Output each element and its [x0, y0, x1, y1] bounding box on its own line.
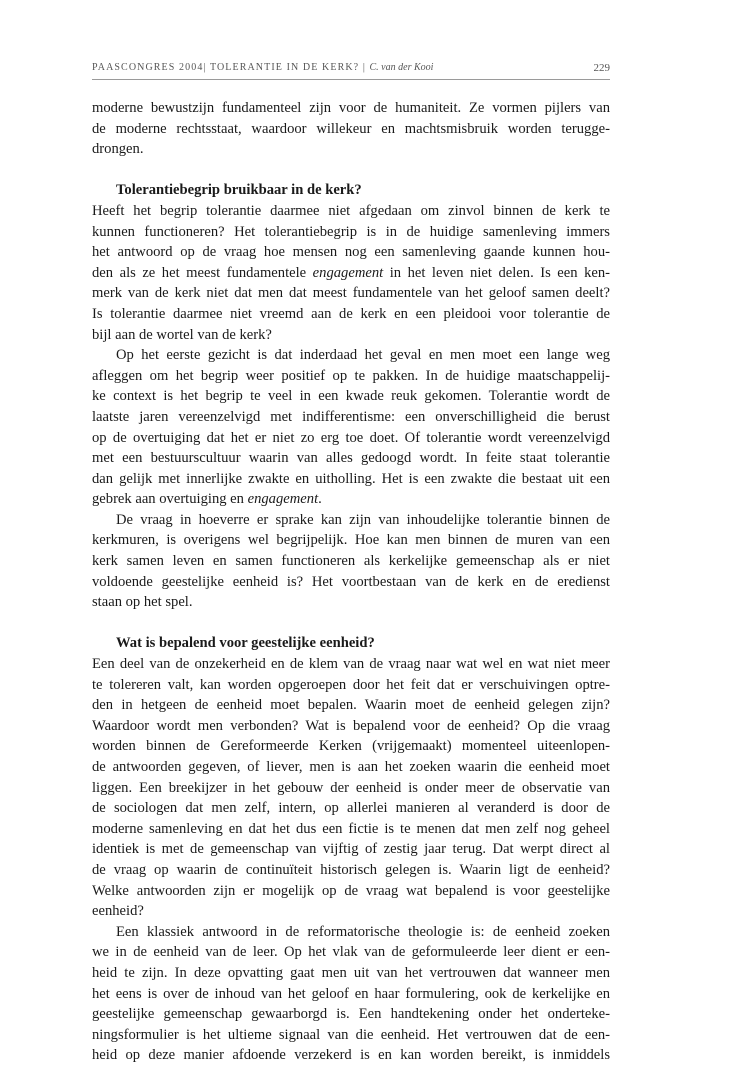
- text-line: met een bestuurscultuur waarin van alles gedoogd wordt. In feite staat tolerantie: [92, 450, 610, 467]
- text-line: op de overtuiging dat het er niet zo erg toe doet. Of tolerantie wordt vereenzelvigd: [92, 429, 610, 446]
- text-line: drongen.: [92, 141, 144, 158]
- text-line: Op het eerste gezicht is dat inderdaad het geval en men moet een lange weg: [116, 347, 610, 364]
- text-line: moderne bewustzijn fundamenteel zijn voor de humaniteit. Ze vormen pijlers van: [92, 100, 610, 116]
- text-line: we in de eenheid van de leer. Op het vlak van de geformuleerde leer dient er een-: [92, 944, 610, 961]
- body-text: [92, 98, 610, 1066]
- running-title: PAASCONGRES 2004| TOLERANTIE IN DE KERK? |: [92, 62, 370, 73]
- text-line: worden binnen de Gereformeerde Kerken (vrijgemaakt) momenteel uiteenlopen-: [92, 738, 610, 755]
- text-line: Waardoor wordt men verbonden? Wat is bepalend voor de eenheid? Op die vraag: [92, 717, 610, 734]
- text-line: heid te zijn. In deze opvatting gaat men uit van het vertrouwen dat wanneer men: [92, 964, 610, 981]
- text-line: te tolereren valt, kan worden opgeroepen door het feit dat er verschuivingen optre-: [92, 676, 610, 693]
- running-header: [92, 62, 610, 80]
- text-line: de sociologen dat men zelf, intern, op allerlei manieren al veranderd is door de: [92, 800, 610, 817]
- text-line: kerkmuren, is overigens wel begrijpelijk. Hoe kan men binnen de muren van een: [92, 532, 610, 549]
- paragraph-gap: [92, 160, 610, 181]
- text-line: Welke antwoorden zijn er mogelijk op de vraag wat bepalend is voor geestelijke: [92, 882, 610, 899]
- section-heading: Tolerantiebegrip bruikbaar in de kerk?: [116, 182, 362, 199]
- text-line: ningsformulier is het ultieme signaal van die eenheid. Het vertrouwen dat de een-: [92, 1026, 610, 1043]
- text-line: bijl aan de wortel van de kerk?: [92, 326, 272, 343]
- text-line: Een deel van de onzekerheid en de klem van de vraag naar wat wel en wat niet meer: [92, 656, 610, 673]
- text-line: identiek is met de gemeenschap van vijftig of zestig jaar terug. Dat werpt direct al: [92, 841, 610, 858]
- text-line: afleggen om het begrip weer positief op te pakken. In de huidige maatschappelij-: [92, 367, 610, 384]
- text-line: voldoende geestelijke eenheid is? Het voortbestaan van de kerk en de eredienst: [92, 573, 610, 590]
- header-rule: [92, 79, 610, 80]
- text-line: liggen. Een breekijzer in het gebouw der eenheid is onder meer de observatie van: [92, 779, 610, 796]
- text-line: staan op het spel.: [92, 594, 193, 611]
- text-line: ke context is het begrip te veel in een kwade reuk gekomen. Tolerantie wordt de: [92, 388, 610, 405]
- text-line: heid op deze manier afdoende verzekerd is en kan worden bereikt, is inmiddels: [92, 1047, 610, 1064]
- text-line: dan gelijk met innerlijke zwakte en uitholling. Het is een zwakte die bestaat uit een: [92, 470, 610, 487]
- text-line: den als ze het meest fundamentele engagement in het leven niet delen. Is een ken-: [92, 264, 611, 281]
- section-heading: Wat is bepalend voor geestelijke eenheid?: [116, 635, 375, 652]
- emphasis-text: engagement: [312, 264, 384, 281]
- paragraph-gap: [92, 613, 610, 634]
- text-line: Is tolerantie daarmee niet vreemd aan de kerk en een pleidooi voor tolerantie de: [92, 305, 610, 322]
- text-line: geestelijke gemeenschap gewaarborgd is. Een handtekening onder het ondertеke-: [92, 1006, 610, 1023]
- text-line: merk van de kerk niet dat men dat meest fundamentele van het geloof samen deelt?: [92, 285, 610, 302]
- text-line: laatste jaren vereenzelvigd met indifferentisme: een onverschilligheid die berust: [92, 408, 610, 425]
- text-line: het eens is over de inhoud van het geloof en haar formulering, ook de kerkelijke en: [92, 985, 610, 1002]
- text-line: moderne samenleving en dat het dus een fictie is te menen dat men zelf nog geheel: [92, 820, 610, 837]
- text-line: Heeft het begrip tolerantie daarmee niet afgedaan om zinvol binnen de kerk te: [92, 202, 610, 219]
- text-line: het antwoord op de vraag hoe mensen nog een samenleving gaande kunnen hou-: [92, 244, 610, 261]
- running-author: C. van der Kooi: [369, 62, 434, 73]
- text-line: den in hetgeen de eenheid moet bepalen. Waarin moet de eenheid gelegen zijn?: [92, 697, 610, 714]
- page-number: 229: [593, 62, 610, 74]
- text-line: de moderne rechtsstaat, waardoor willekeur en machtsmisbruik worden terugge-: [92, 120, 610, 137]
- text-line: De vraag in hoeverre er sprake kan zijn van inhoudelijke tolerantie binnen de: [116, 511, 610, 528]
- text-line: de antwoorden gegeven, of liever, men is aan het zoeken waarin die eenheid moet: [92, 759, 610, 775]
- text-line: kunnen functioneren? Het tolerantiebegrip is in de huidige samenleving immers: [92, 223, 610, 240]
- text-line: Een klassiek antwoord in de reformatorische theologie is: de eenheid zoeken: [116, 923, 610, 940]
- text-line: gebrek aan overtuiging en engagement.: [92, 491, 322, 508]
- text-line: kerk samen leven en samen functioneren als kerkelijke gemeenschap als er niet: [92, 553, 610, 570]
- text-line: de vraag op waarin de continuïteit historisch gelegen is. Waarin ligt de eenheid?: [92, 861, 610, 878]
- text-line: eenheid?: [92, 903, 144, 920]
- running-title-block: [92, 62, 433, 73]
- emphasis-text: engagement: [247, 491, 319, 508]
